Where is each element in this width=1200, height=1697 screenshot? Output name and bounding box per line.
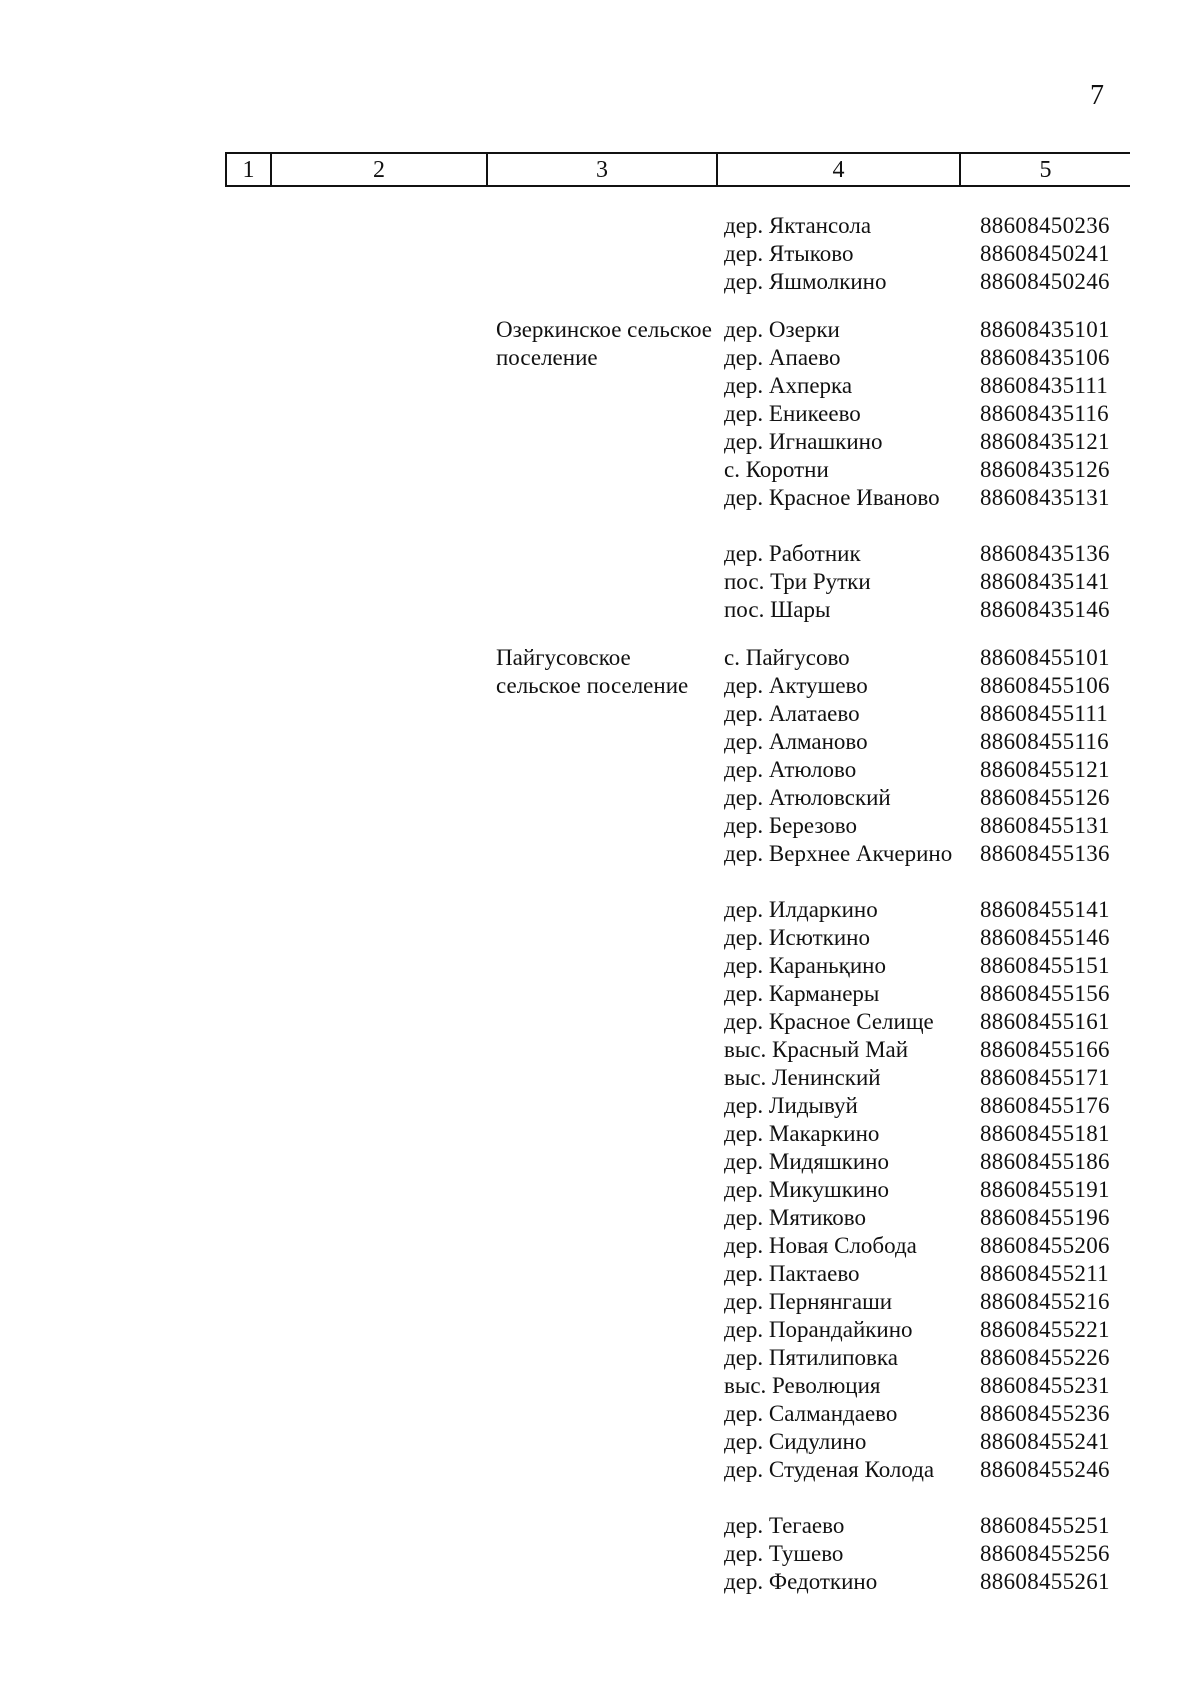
oktmo-code: 88608455116 xyxy=(980,729,1109,754)
header-col-1: 1 xyxy=(225,154,270,185)
oktmo-code: 88608455111 xyxy=(980,701,1109,726)
locality-name: дер. Илдаркино xyxy=(724,897,878,922)
locality-name: дер. Макаркино xyxy=(724,1121,880,1146)
locality-name: пос. Три Рутки xyxy=(724,569,871,594)
table-row xyxy=(0,1064,1200,1092)
table-row xyxy=(0,484,1200,540)
oktmo-code: 88608455231 xyxy=(980,1373,1110,1398)
locality-name: выс. Красный Май xyxy=(724,1037,909,1062)
table-row xyxy=(0,840,1200,896)
locality-name: дер. Пернянгаши xyxy=(724,1289,893,1314)
settlement-group xyxy=(0,644,1200,1596)
table-row xyxy=(0,1400,1200,1428)
locality-name: с. Коротни xyxy=(724,457,829,482)
oktmo-code: 88608435141 xyxy=(980,569,1110,594)
locality-name: дер. Ахперка xyxy=(724,373,853,398)
locality-name: дер. Пятилиповка xyxy=(724,1345,898,1370)
oktmo-code: 88608455191 xyxy=(980,1177,1110,1202)
locality-name: дер. Актушево xyxy=(724,673,868,698)
table-row xyxy=(0,952,1200,980)
table-row xyxy=(0,1120,1200,1148)
locality-name: дер. Студеная Колода xyxy=(724,1457,935,1482)
locality-name: дер. Мятиково xyxy=(724,1205,867,1230)
table-row xyxy=(0,1344,1200,1372)
locality-name: дер. Салмандаево xyxy=(724,1401,898,1426)
oktmo-code: 88608455236 xyxy=(980,1401,1110,1426)
header-col-5: 5 xyxy=(959,154,1130,185)
oktmo-code: 88608455216 xyxy=(980,1289,1110,1314)
table-row xyxy=(0,1372,1200,1400)
table-row xyxy=(0,1540,1200,1568)
oktmo-code: 88608435106 xyxy=(980,345,1110,370)
table-row xyxy=(0,212,1200,240)
locality-name: дер. Березово xyxy=(724,813,857,838)
table-row xyxy=(0,1456,1200,1512)
table-row xyxy=(0,372,1200,400)
settlement-name: Озеркинское сельское поселение xyxy=(496,317,713,370)
table-row xyxy=(0,344,1200,372)
locality-name: дер. Игнашкино xyxy=(724,429,883,454)
locality-name: дер. Работник xyxy=(724,541,861,566)
oktmo-code: 88608455141 xyxy=(980,897,1110,922)
header-col-3: 3 xyxy=(486,154,716,185)
oktmo-code: 88608455156 xyxy=(980,981,1110,1006)
oktmo-code: 88608455241 xyxy=(980,1429,1110,1454)
settlement-group xyxy=(0,212,1200,296)
oktmo-code: 88608435101 xyxy=(980,317,1110,342)
locality-name: дер. Исюткино xyxy=(724,925,870,950)
table-row xyxy=(0,1092,1200,1120)
table-row xyxy=(0,784,1200,812)
table-row xyxy=(0,644,1200,672)
table-row xyxy=(0,268,1200,296)
locality-name: дер. Красное Иваново xyxy=(724,485,940,510)
locality-name: дер. Федоткино xyxy=(724,1569,878,1594)
locality-name: дер. Алатаево xyxy=(724,701,860,726)
table-row xyxy=(0,980,1200,1008)
oktmo-code: 88608450241 xyxy=(980,241,1110,266)
oktmo-code: 88608435146 xyxy=(980,597,1110,622)
table-row xyxy=(0,400,1200,428)
oktmo-code: 88608455176 xyxy=(980,1093,1110,1118)
oktmo-code: 88608455121 xyxy=(980,757,1110,782)
table-row xyxy=(0,1260,1200,1288)
locality-name: дер. Микушкино xyxy=(724,1177,890,1202)
table-row xyxy=(0,1568,1200,1596)
oktmo-code: 88608455171 xyxy=(980,1065,1110,1090)
table-row xyxy=(0,700,1200,728)
table-row xyxy=(0,1232,1200,1260)
oktmo-code: 88608455151 xyxy=(980,953,1110,978)
table-row xyxy=(0,1204,1200,1232)
oktmo-code: 88608455126 xyxy=(980,785,1110,810)
table-row xyxy=(0,1036,1200,1064)
oktmo-code: 88608455261 xyxy=(980,1569,1110,1594)
locality-name: дер. Тегаево xyxy=(724,1513,845,1538)
table-row xyxy=(0,540,1200,568)
table-header xyxy=(225,152,1130,187)
oktmo-code: 88608455136 xyxy=(980,841,1110,866)
locality-name: дер. Ятыково xyxy=(724,241,854,266)
locality-name: дер. Порандайкино xyxy=(724,1317,913,1342)
locality-name: дер. Красное Селище xyxy=(724,1009,934,1034)
table-row xyxy=(0,316,1200,344)
table-row xyxy=(0,1148,1200,1176)
locality-name: дер. Атюловский xyxy=(724,785,891,810)
oktmo-code: 88608455101 xyxy=(980,645,1110,670)
oktmo-code: 88608455206 xyxy=(980,1233,1110,1258)
oktmo-code: 88608455211 xyxy=(980,1261,1109,1286)
header-col-4: 4 xyxy=(716,154,959,185)
oktmo-code: 88608455146 xyxy=(980,925,1110,950)
oktmo-code: 88608455106 xyxy=(980,673,1110,698)
locality-name: выс. Революция xyxy=(724,1373,881,1398)
page-number: 7 xyxy=(1090,80,1104,111)
locality-name: дер. Карманеры xyxy=(724,981,880,1006)
oktmo-code: 88608455166 xyxy=(980,1037,1110,1062)
table-row xyxy=(0,1288,1200,1316)
table-row xyxy=(0,1512,1200,1540)
locality-name: дер. Яктансола xyxy=(724,213,872,238)
locality-name: дер. Новая Слобода xyxy=(724,1233,917,1258)
oktmo-code: 88608455161 xyxy=(980,1009,1110,1034)
table-row xyxy=(0,672,1200,700)
table-row xyxy=(0,456,1200,484)
oktmo-code: 88608455226 xyxy=(980,1345,1110,1370)
oktmo-code: 88608450236 xyxy=(980,213,1110,238)
table-row xyxy=(0,812,1200,840)
oktmo-code: 88608455221 xyxy=(980,1317,1110,1342)
table-row xyxy=(0,924,1200,952)
locality-name: дер. Апаево xyxy=(724,345,841,370)
locality-name: выс. Ленинский xyxy=(724,1065,881,1090)
settlement-group xyxy=(0,316,1200,624)
locality-name: дер. Алманово xyxy=(724,729,868,754)
locality-name: дер. Пактаево xyxy=(724,1261,860,1286)
locality-name: дер. Караньқино xyxy=(724,953,886,978)
oktmo-code: 88608435116 xyxy=(980,401,1109,426)
oktmo-code: 88608455131 xyxy=(980,813,1110,838)
oktmo-code: 88608455181 xyxy=(980,1121,1110,1146)
table-row xyxy=(0,240,1200,268)
locality-name: дер. Атюлово xyxy=(724,757,857,782)
table-row xyxy=(0,728,1200,756)
oktmo-code: 88608435126 xyxy=(980,457,1110,482)
locality-name: дер. Озерки xyxy=(724,317,840,342)
table-row xyxy=(0,896,1200,924)
locality-name: дер. Яшмолкино xyxy=(724,269,887,294)
oktmo-code: 88608435121 xyxy=(980,429,1110,454)
table-row xyxy=(0,568,1200,596)
locality-name: дер. Сидулино xyxy=(724,1429,867,1454)
table-row xyxy=(0,1176,1200,1204)
locality-name: дер. Еникеево xyxy=(724,401,861,426)
table-row xyxy=(0,1008,1200,1036)
locality-name: дер. Тушево xyxy=(724,1541,844,1566)
oktmo-code: 88608455256 xyxy=(980,1541,1110,1566)
settlement-name: Пайгусовское сельское поселение xyxy=(496,645,689,698)
oktmo-code: 88608435136 xyxy=(980,541,1110,566)
table-row xyxy=(0,596,1200,624)
table-row xyxy=(0,1428,1200,1456)
table-body xyxy=(0,212,1200,1616)
header-col-2: 2 xyxy=(270,154,486,185)
oktmo-code: 88608455196 xyxy=(980,1205,1110,1230)
oktmo-code: 88608450246 xyxy=(980,269,1110,294)
oktmo-code: 88608455186 xyxy=(980,1149,1110,1174)
locality-name: пос. Шары xyxy=(724,597,831,622)
oktmo-code: 88608435131 xyxy=(980,485,1110,510)
table-row xyxy=(0,428,1200,456)
locality-name: дер. Верхнее Акчерино xyxy=(724,841,953,866)
locality-name: с. Пайгусово xyxy=(724,645,850,670)
table-row xyxy=(0,756,1200,784)
oktmo-code: 88608435111 xyxy=(980,373,1109,398)
locality-name: дер. Мидяшкино xyxy=(724,1149,889,1174)
table-row xyxy=(0,1316,1200,1344)
oktmo-code: 88608455251 xyxy=(980,1513,1110,1538)
locality-name: дер. Лидывуй xyxy=(724,1093,858,1118)
oktmo-code: 88608455246 xyxy=(980,1457,1110,1482)
